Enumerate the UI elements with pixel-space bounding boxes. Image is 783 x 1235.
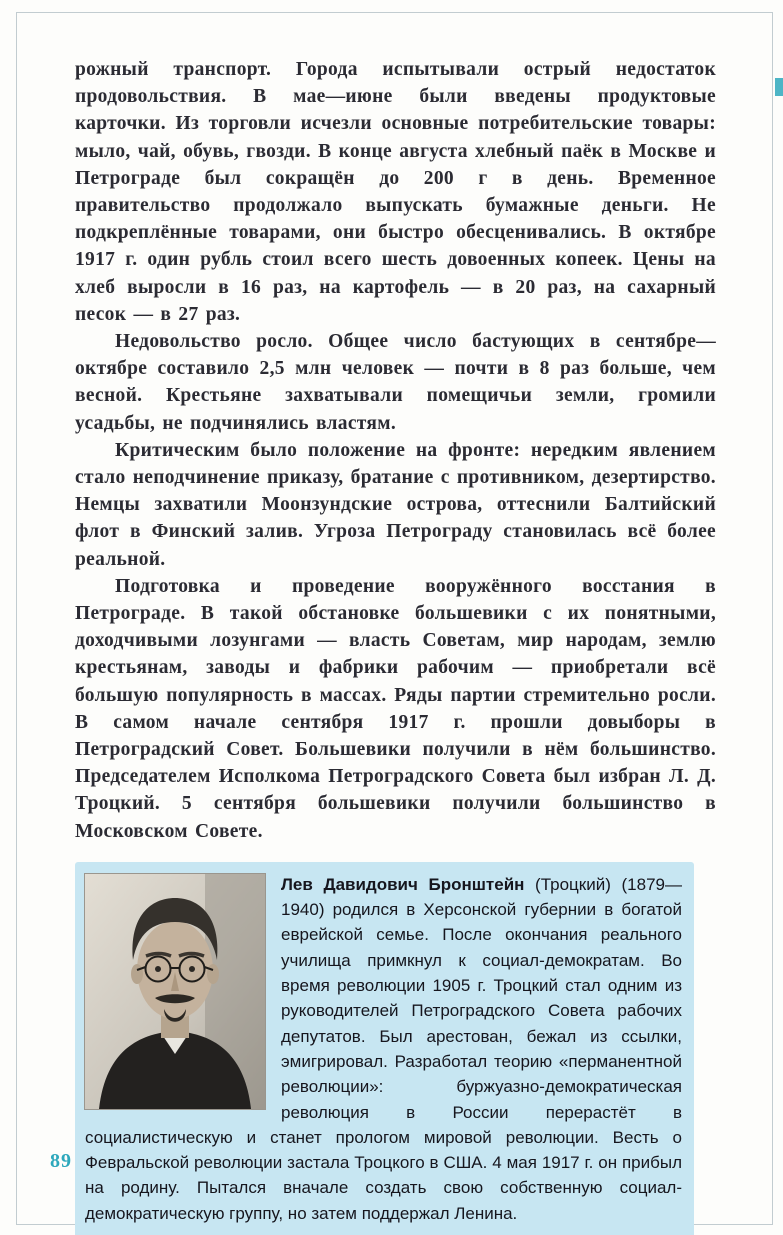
trotsky-portrait-illustration [85, 874, 265, 1109]
edge-tab-mark [775, 78, 783, 96]
paragraph-uprising [75, 573, 716, 845]
trotsky-bio-name: Лев Давидович Бронштейн [281, 874, 525, 894]
page-number: 89 [50, 1150, 72, 1172]
text-column [75, 56, 716, 1235]
paragraph-food-crisis: рожный транспорт. Города испытывали острый недостаток продовольствия. В мае—июне были введены продуктовые карточки. Из торговли исчезли основные потребительские товары: мыло, чай, обувь, гвозди. В конце августа хлебный паёк в Москве и Петрограде был сокращён до 200 г в день. Временное правительство продолжало выпускать бумажные деньги. Не подкреплённые товарами, они быстро обесценивались. В октябре 1917 г. один рубль стоил всего шесть довоенных копеек. Цены на хлеб выросли в 16 раз, на картофель — в 20 раз, на сахарный песок — в 27 раз. [75, 59, 716, 325]
trotsky-bio-box [75, 862, 694, 1235]
trotsky-portrait-photo [85, 874, 265, 1109]
paragraph-strikes: Недовольство росло. Общее число бастующих в сентябре—октябре составило 2,5 млн человек — почти в 8 раз больше, чем весной. Крестьяне захватывали помещичьи земли, громили усадьбы, не подчинялись властям. [75, 331, 716, 434]
paragraph-front: Критическим было положение на фронте: нередким явлением стало неподчинение приказу, братание с противником, дезертирство. Немцы захватили Моонзундские острова, оттеснили Балтийский флот в Финский залив. Угроза Петрограду становилась всё более реальной. [75, 439, 716, 570]
paragraph-uprising-heading: Подготовка и проведение вооружённого восстания в Петрограде. [75, 575, 716, 625]
paragraph-uprising-text: В такой обстановке большевики с их понятными, доходчивыми лозунгами — власть Советам, мир народам, землю крестьянам, заводы и фабрики рабочим — приобретали всё большую популярность в массах. Ряды партии стремительно росли. В самом начале сентября 1917 г. прошли довыборы в Петроградский Совет. Большевики получили в нём большинство. Председателем Исполкома Петроградского Совета был избран Л. Д. Троцкий. 5 сентября большевики получили большинство в Московском Совете. [75, 603, 716, 842]
trotsky-bio-body: (Троцкий) (1879—1940) родился в Херсонской губернии в богатой еврейской семье. После окончания реального училища примкнул к социал-демократам. Во время революции 1905 г. Троцкий стал одним из руководителей Петроградского Совета рабочих депутатов. Был арестован, бежал из ссылки, эмигрировал. Разработал теорию «перманентной революции»: буржуазно-демократическая революция в России перерастёт в социалистическую и станет прологом мировой революции. Весть о Февральской революции застала Троцкого в США. 4 мая 1917 г. он прибыл на родину. Пытался вначале создать свою собственную социал-демократическую группу, но затем поддержал Ленина. [85, 874, 682, 1223]
